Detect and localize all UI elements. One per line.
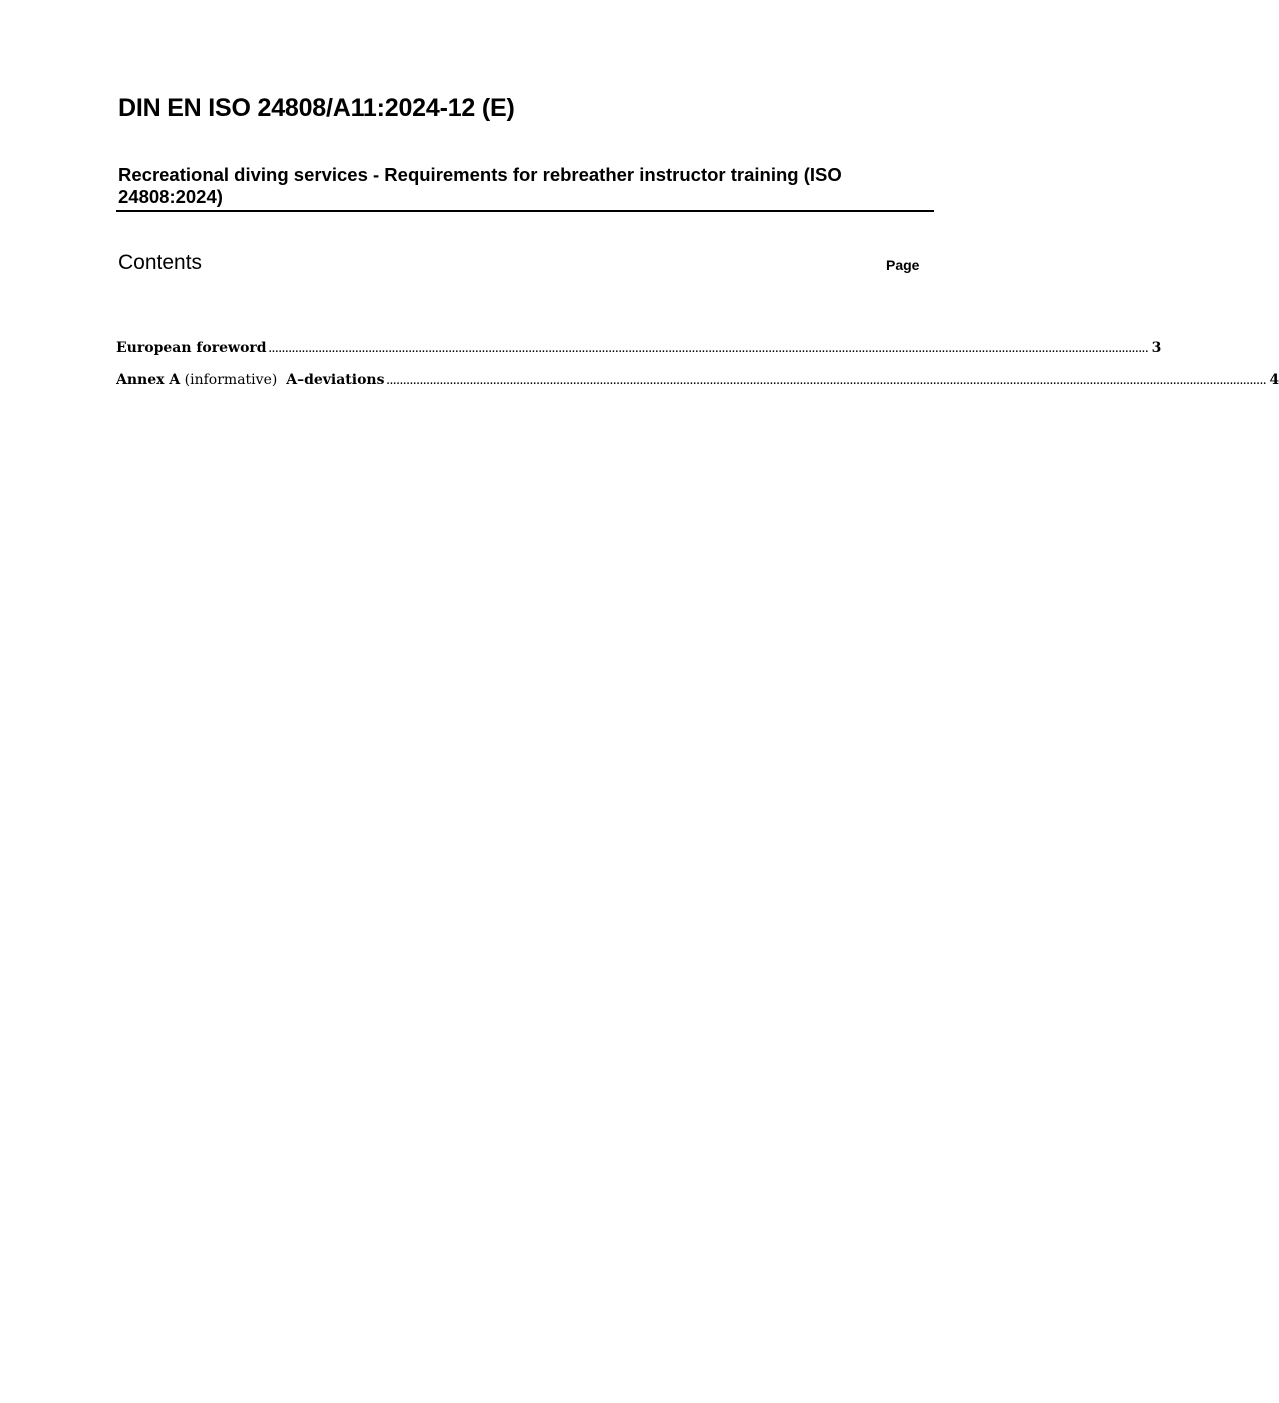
page-column-label: Page (886, 257, 920, 273)
title-divider (116, 210, 934, 212)
toc-entry-european-foreword[interactable] (116, 338, 1162, 370)
toc-entry-page-number: 4 (1269, 372, 1279, 388)
document-designation: DIN EN ISO 24808/A11:2024-12 (E) (118, 94, 515, 122)
toc-entry-annex-prefix: (informative) (180, 372, 278, 388)
toc-dot-leader: ........................................................................................................................................................................................................................................................................ (386, 377, 1267, 387)
toc-entry-annex-title: A–deviations (286, 372, 385, 388)
toc-entry-label: European foreword (116, 340, 267, 356)
toc-entry-page-number: 3 (1151, 340, 1162, 356)
document-title: Recreational diving services - Requirements for rebreather instructor training (ISO 24808:2024) (118, 164, 842, 207)
toc-entry-annex-prefix-part: Annex A (116, 372, 181, 388)
toc-dot-leader: ........................................................................................................................................................................................................................................................................ (268, 345, 1149, 355)
toc-entry-label (116, 370, 387, 390)
table-of-contents (116, 338, 1279, 402)
contents-heading: Contents (118, 251, 203, 274)
toc-entry-annex-a[interactable] (116, 370, 1279, 402)
